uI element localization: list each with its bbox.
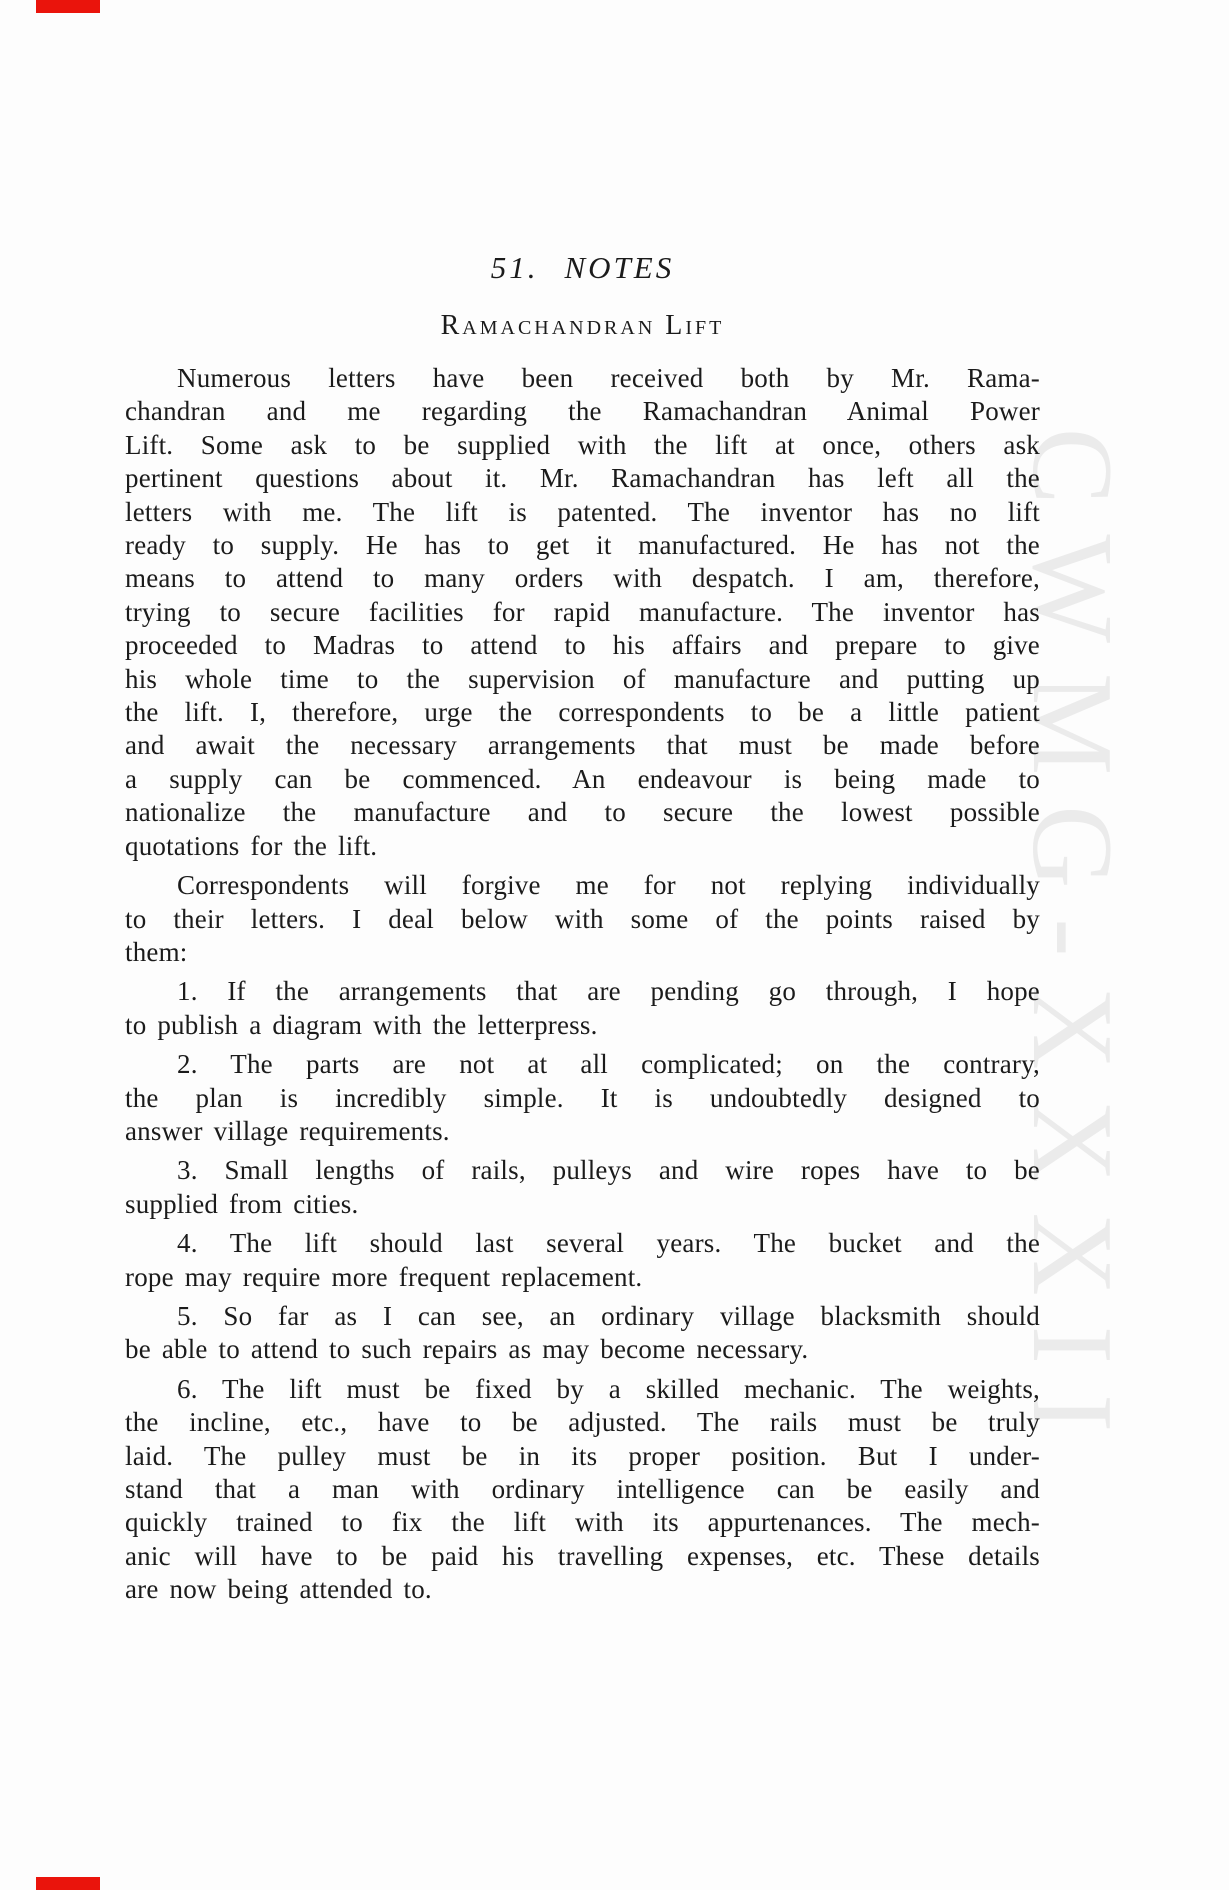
text-line: letters with me. The lift is patented. The inventor has no lift xyxy=(125,496,1040,527)
text-line: 6. The lift must be fixed by a skilled mechanic. The weights, xyxy=(177,1373,1040,1404)
text-line: the plan is incredibly simple. It is undoubtedly designed to xyxy=(125,1082,1040,1113)
article-subtitle: Ramachandran Lift xyxy=(440,310,725,341)
article-title-text: NOTES xyxy=(564,250,675,285)
paragraph xyxy=(125,362,1040,863)
text-line: rope may require more frequent replacement. xyxy=(125,1261,643,1292)
text-line: 5. So far as I can see, an ordinary village blacksmith should xyxy=(177,1300,1040,1331)
text-line: them: xyxy=(125,936,188,967)
text-line: his whole time to the supervision of manufacture and putting up xyxy=(125,663,1040,694)
text-line: a supply can be commenced. An endeavour is being made to xyxy=(125,763,1040,794)
text-line: the lift. I, therefore, urge the correspondents to be a little patient xyxy=(125,697,1040,728)
text-line: to publish a diagram with the letterpress. xyxy=(125,1009,598,1040)
article-title xyxy=(125,250,1040,286)
text-line: Correspondents will forgive me for not replying individually xyxy=(177,870,1040,901)
text-line: supplied from cities. xyxy=(125,1188,359,1219)
text-line: laid. The pulley must be in its proper position. But I under- xyxy=(125,1440,1040,1471)
text-line: quickly trained to fix the lift with its appurtenances. The mech- xyxy=(125,1507,1040,1538)
text-line: to their letters. I deal below with some of the points raised by xyxy=(125,903,1040,934)
text-line: stand that a man with ordinary intelligence can be easily and xyxy=(125,1474,1040,1504)
text-line: the incline, etc., have to be adjusted. The rails must be truly xyxy=(125,1407,1040,1438)
text-line: 2. The parts are not at all complicated; on the contrary, xyxy=(177,1049,1040,1080)
article-number: 51. xyxy=(490,250,539,285)
paragraph xyxy=(125,1300,1040,1367)
text-line: nationalize the manufacture and to secure the lowest possible xyxy=(125,797,1040,828)
text-line: anic will have to be paid his travelling expenses, etc. These details xyxy=(125,1540,1040,1571)
article-body xyxy=(125,362,1040,1607)
text-line: 4. The lift should last several years. The bucket and the xyxy=(177,1228,1040,1259)
scan-edge-mark-top xyxy=(36,0,100,13)
text-line: 1. If the arrangements that are pending go through, I hope xyxy=(177,976,1040,1007)
paragraph xyxy=(125,975,1040,1042)
text-line: pertinent questions about it. Mr. Ramachandran has left all the xyxy=(125,463,1040,494)
paragraph xyxy=(125,869,1040,969)
text-line: means to attend to many orders with despatch. I am, therefore, xyxy=(125,563,1040,594)
text-line: 3. Small lengths of rails, pulleys and wire ropes have to be xyxy=(177,1155,1040,1186)
text-line: are now being attended to. xyxy=(125,1574,432,1605)
text-line: quotations for the lift. xyxy=(125,830,378,861)
text-line: be able to attend to such repairs as may become necessary. xyxy=(125,1334,809,1365)
text-line: and await the necessary arrangements that must be made before xyxy=(125,730,1040,761)
text-line: trying to secure facilities for rapid manufacture. The inventor has xyxy=(125,596,1040,627)
paragraph xyxy=(125,1227,1040,1294)
scan-edge-mark-bottom xyxy=(36,1877,100,1890)
volume-watermark: CWMG-XXXII xyxy=(1009,427,1136,1463)
text-line: ready to supply. He has to get it manufactured. He has not the xyxy=(125,530,1040,561)
paragraph xyxy=(125,1048,1040,1148)
text-line: Lift. Some ask to be supplied with the lift at once, others ask xyxy=(125,429,1040,460)
text-line: Numerous letters have been received both by Mr. Rama- xyxy=(177,363,1040,393)
text-line: chandran and me regarding the Ramachandran Animal Power xyxy=(125,396,1040,427)
paragraph xyxy=(125,1373,1040,1607)
text-line: answer village requirements. xyxy=(125,1115,450,1146)
text-line: proceeded to Madras to attend to his affairs and prepare to give xyxy=(125,630,1040,661)
paragraph xyxy=(125,1154,1040,1221)
